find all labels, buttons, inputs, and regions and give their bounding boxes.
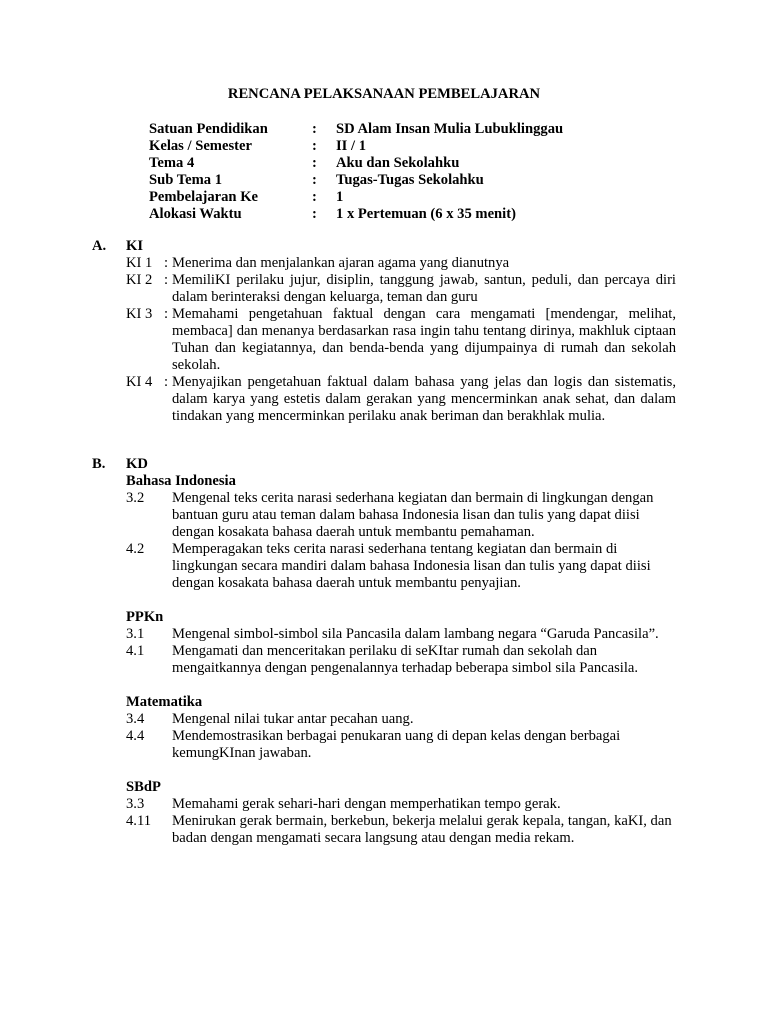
identity-colon: : [312,189,317,205]
kd-subject-group [126,473,676,592]
section-a-heading [92,238,143,255]
identity-row [149,155,563,172]
kd-subject-title: PPKn [126,609,164,625]
section-a-title: KI [126,238,144,254]
identity-label: Tema 4 [149,155,195,171]
ki-colon: : [164,272,169,288]
kd-item [126,711,676,728]
kd-text: Mengamati dan menceritakan perilaku di seKItar rumah dan sekolah dan mengaitkannya dengan pengenalannya terhadap beberapa simbol sila Pancasila. [172,643,639,676]
section-b-heading [92,456,148,473]
ki-number: KI 2 [126,272,153,288]
identity-label: Sub Tema 1 [149,172,223,188]
identity-label: Pembelajaran Ke [149,189,259,205]
kd-item [126,490,676,541]
identity-label: Satuan Pendidikan [149,121,268,137]
kd-text: Menirukan gerak bermain, berkebun, bekerja melalui gerak kepala, tangan, kaKI, dan badan dengan mengamati secara langsung atau dengan media rekam. [172,813,672,846]
kd-subject-title: SBdP [126,779,161,795]
identity-colon: : [312,121,317,137]
section-b-title: KD [126,456,148,472]
document-title: RENCANA PELAKSANAAN PEMBELAJARAN [227,86,541,102]
kd-text: Memahami gerak sehari-hari dengan memperhatikan tempo gerak. [172,796,561,812]
identity-row [149,189,563,206]
identity-row [149,206,563,223]
identity-value: Aku dan Sekolahku [336,155,460,171]
ki-colon: : [164,306,169,322]
kd-text: Mengenal simbol-simbol sila Pancasila dalam lambang negara “Garuda Pancasila”. [172,626,659,642]
ki-item [126,255,676,272]
identity-value: SD Alam Insan Mulia Lubuklinggau [336,121,564,137]
ki-list [126,255,676,425]
identity-colon: : [312,155,317,171]
ki-text: Memahami pengetahuan faktual dengan cara mengamati [mendengar, melihat, membaca] dan menanya berdasarkan rasa ingin tahu tentang dirinya, makhluk ciptaan Tuhan dan kegiatannya, dan benda-benda yang dijumpainya di rumah dan sekolah sekolah. [172,306,676,373]
kd-number: 4.11 [126,813,151,829]
ki-colon: : [164,374,169,390]
kd-text: Mengenal teks cerita narasi sederhana kegiatan dan bermain di lingkungan dengan bantuan guru atau teman dalam bahasa Indonesia lisan dan tulis yang dapat diisi dengan kosakata bahasa daerah untuk membantu pemahaman. [172,490,654,540]
kd-subject-group [126,609,676,677]
ki-item [126,272,676,306]
kd-item [126,728,676,762]
identity-colon: : [312,172,317,188]
section-a-letter: A. [92,238,107,254]
ki-text: MemiliKI perilaku jujur, disiplin, tanggung jawab, santun, peduli, dan percaya diri dalam berinteraksi dengan keluarga, teman dan guru [172,272,676,305]
kd-number: 3.2 [126,490,145,506]
kd-item [126,541,676,592]
kd-text: Mengenal nilai tukar antar pecahan uang. [172,711,414,727]
kd-subject-title: Matematika [126,694,203,710]
kd-number: 3.1 [126,626,145,642]
kd-item [126,796,676,813]
ki-number: KI 3 [126,306,153,322]
kd-number: 3.4 [126,711,145,727]
identity-row [149,172,563,189]
kd-subject-title: Bahasa Indonesia [126,473,236,489]
ki-item [126,306,676,374]
kd-text: Mendemostrasikan berbagai penukaran uang di depan kelas dengan berbagai kemungKInan jawaban. [172,728,621,761]
identity-value: 1 [336,189,344,205]
identity-colon: : [312,206,317,222]
identity-row [149,121,563,138]
kd-item [126,643,676,677]
identity-label: Alokasi Waktu [149,206,242,222]
ki-colon: : [164,255,169,271]
ki-number: KI 4 [126,374,153,390]
kd-number: 3.3 [126,796,145,812]
kd-number: 4.4 [126,728,145,744]
kd-number: 4.1 [126,643,145,659]
ki-text: Menyajikan pengetahuan faktual dalam bahasa yang jelas dan logis dan sistematis, dalam karya yang estetis dalam gerakan yang mencerminkan anak sehat, dan dalam tindakan yang mencerminkan perilaku anak beriman dan berakhlak mulia. [172,374,676,424]
kd-item [126,626,676,643]
section-b-letter: B. [92,456,106,472]
identity-table [149,121,563,223]
kd-subject-group [126,779,676,847]
identity-value: Tugas-Tugas Sekolahku [336,172,484,188]
kd-text: Memperagakan teks cerita narasi sederhana tentang kegiatan dan bermain di lingkungan secara mandiri dalam bahasa Indonesia lisan dan tulis yang dapat diisi dengan kosakata bahasa daerah untuk membantu penyajian. [172,541,651,591]
kd-number: 4.2 [126,541,145,557]
kd-item [126,813,676,847]
ki-number: KI 1 [126,255,153,271]
identity-row [149,138,563,155]
identity-value: II / 1 [336,138,367,154]
kd-list [126,473,676,847]
identity-label: Kelas / Semester [149,138,252,154]
kd-subject-group [126,694,676,762]
identity-colon: : [312,138,317,154]
ki-text: Menerima dan menjalankan ajaran agama yang dianutnya [172,255,510,271]
identity-value: 1 x Pertemuan (6 x 35 menit) [336,206,516,222]
ki-item [126,374,676,425]
